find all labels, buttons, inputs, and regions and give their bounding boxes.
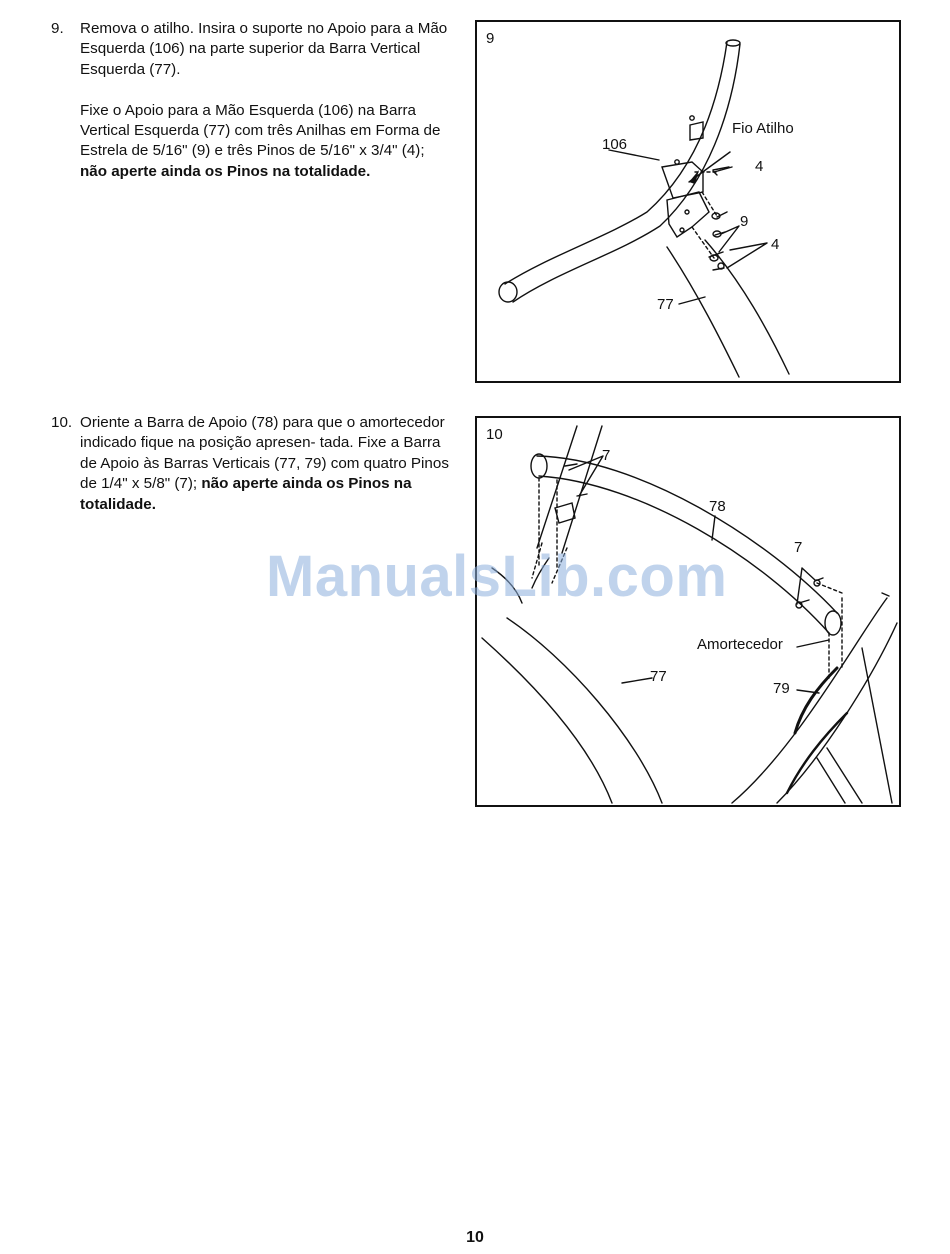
part-label-77: 77 <box>650 668 667 685</box>
page-number: 10 <box>466 1229 484 1246</box>
callout-fio-atilho: Fio Atilho <box>732 120 794 137</box>
watermark: ManualsLib.com <box>266 544 728 609</box>
step-paragraph <box>80 413 451 515</box>
step-10 <box>51 413 451 515</box>
step-number: 10. <box>51 414 73 431</box>
figure-9 <box>475 20 901 383</box>
figure-10 <box>475 416 901 807</box>
figure-9-drawing <box>477 22 899 381</box>
step-number: 9. <box>51 20 64 37</box>
part-label-77: 77 <box>657 296 674 313</box>
figure-number: 9 <box>486 30 495 47</box>
part-label-4: 4 <box>755 158 764 175</box>
step-warning: não aperte ainda os Pinos na totalidade. <box>80 475 412 513</box>
step-paragraph: Remova o atilho. Insira o suporte no Apoio para a Mão Esquerda (106) na parte superior da Barra Vertical Esquerda (77). <box>80 20 448 78</box>
step-text: Fixe o Apoio para a Mão Esquerda (106) na Barra Vertical Esquerda (77) com três Anilhas em Forma de Estrela de 5/16" (9) e três Pinos de 5/16" x 3/4" (4); <box>80 101 441 160</box>
part-label-9: 9 <box>740 213 749 230</box>
step-paragraph <box>80 101 451 183</box>
part-label-7: 7 <box>602 447 611 464</box>
part-label-4: 4 <box>771 236 780 253</box>
callout-amortecedor: Amortecedor <box>697 636 783 653</box>
part-label-79: 79 <box>773 680 790 697</box>
step-warning: não aperte ainda os Pinos na totalidade. <box>80 162 371 180</box>
step-text: Oriente a Barra de Apoio (78) para que o amortecedor indicado fique na posição apresen- tada. Fixe a Barra de Apoio às Barras Verticais (77, 79) com quatro Pinos de 1/4" x 5/8" (7); <box>80 414 449 493</box>
figure-number: 10 <box>486 426 503 443</box>
part-label-7: 7 <box>794 539 803 556</box>
figure-10-drawing <box>477 418 899 805</box>
arrow-head <box>689 170 699 184</box>
part-label-78: 78 <box>709 498 726 515</box>
part-label-106: 106 <box>602 136 628 153</box>
step-9 <box>51 19 451 182</box>
